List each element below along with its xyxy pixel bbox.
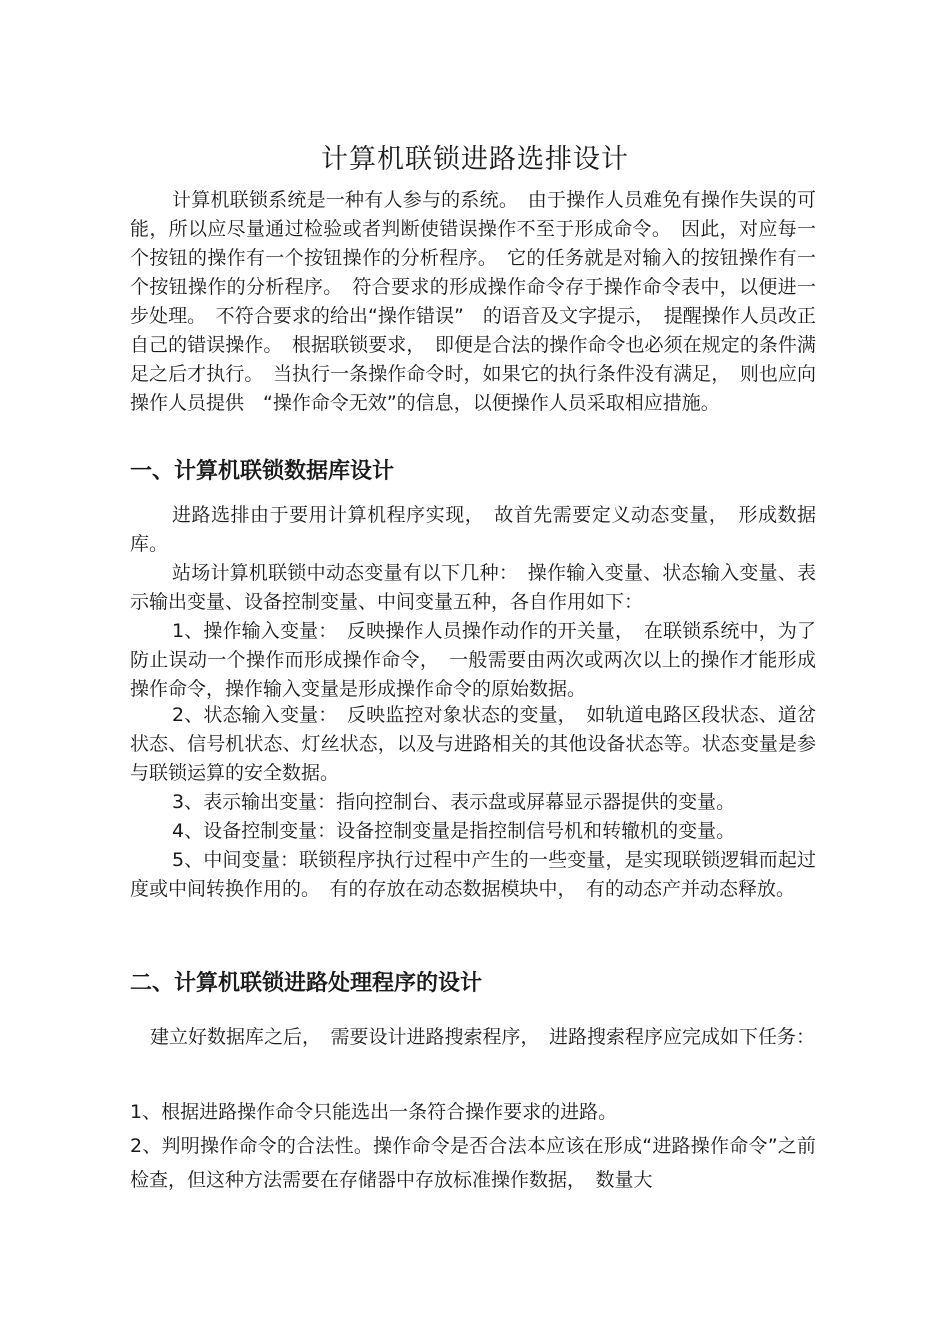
section-1-heading: 一、计算机联锁数据库设计: [130, 459, 395, 484]
section-2-item-2: 2、判明操作命令的合法性。操作命令是否合法本应该在形成“进路操作命令”之前检查，但这种方法需要在存储器中存放标准操作数据， 数量大: [130, 1135, 816, 1191]
section-1-paragraph-2: 站场计算机联锁中动态变量有以下几种： 操作输入变量、状态输入变量、表示输出变量、设备控制变量、中间变量五种，各自作用如下：: [130, 562, 816, 613]
section-1-paragraph-1: 进路选排由于要用计算机程序实现， 故首先需要定义动态变量， 形成数据库。: [130, 504, 816, 555]
section-1-item-5: 5、中间变量：联锁程序执行过程中产生的一些变量，是实现联锁逻辑而起过度或中间转换作用的。 有的存放在动态数据模块中， 有的动态产并动态释放。: [130, 849, 816, 900]
intro-paragraph: 计算机联锁系统是一种有人参与的系统。 由于操作人员难免有操作失误的可能，所以应尽量通过检验或者判断使错误操作不至于形成命令。 因此，对应每一个按钮的操作有一个按钮操作的分析程序。 它的任务就是对输入的按钮操作有一个按钮操作的分析程序。 符合要求的形成操作命令存于操作命令表中，以便进一步处理。 不符合要求的给出“操作错误” 的语音及文字提示， 提醒操作人员改正自己的错误操作。 根据联锁要求， 即便是合法的操作命令也必须在规定的条件满足之后才执行。 当执行一条操作命令时，如果它的执行条件没有满足， 则也应向操作人员提供 “操作命令无效”的信息，以便操作人员采取相应措施。: [130, 189, 816, 414]
section-1-item-4: 4、设备控制变量：设备控制变量是指控制信号机和转辙机的变量。: [172, 820, 736, 842]
section-1-item-1: 1、操作输入变量： 反映操作人员操作动作的开关量， 在联锁系统中，为了防止误动一个操作而形成操作命令， 一般需要由两次或两次以上的操作才能形成操作命令，操作输入变量是形成操作命令的原始数据。: [130, 620, 816, 700]
section-1-item-2: 2、状态输入变量： 反映监控对象状态的变量， 如轨道电路区段状态、道岔状态、信号机状态、灯丝状态，以及与进路相关的其他设备状态等。状态变量是参与联锁运算的安全数据。: [130, 704, 816, 784]
section-2-item-1: 1、根据进路操作命令只能选出一条符合操作要求的进路。: [130, 1101, 618, 1123]
document-title: 计算机联锁进路选排设计: [321, 144, 629, 175]
section-2-heading: 二、计算机联锁进路处理程序的设计: [130, 971, 483, 996]
section-1-item-3: 3、表示输出变量：指向控制台、表示盘或屏幕显示器提供的变量。: [172, 791, 736, 813]
section-2-paragraph-1: 建立好数据库之后， 需要设计进路搜索程序， 进路搜索程序应完成如下任务：: [150, 1026, 816, 1048]
